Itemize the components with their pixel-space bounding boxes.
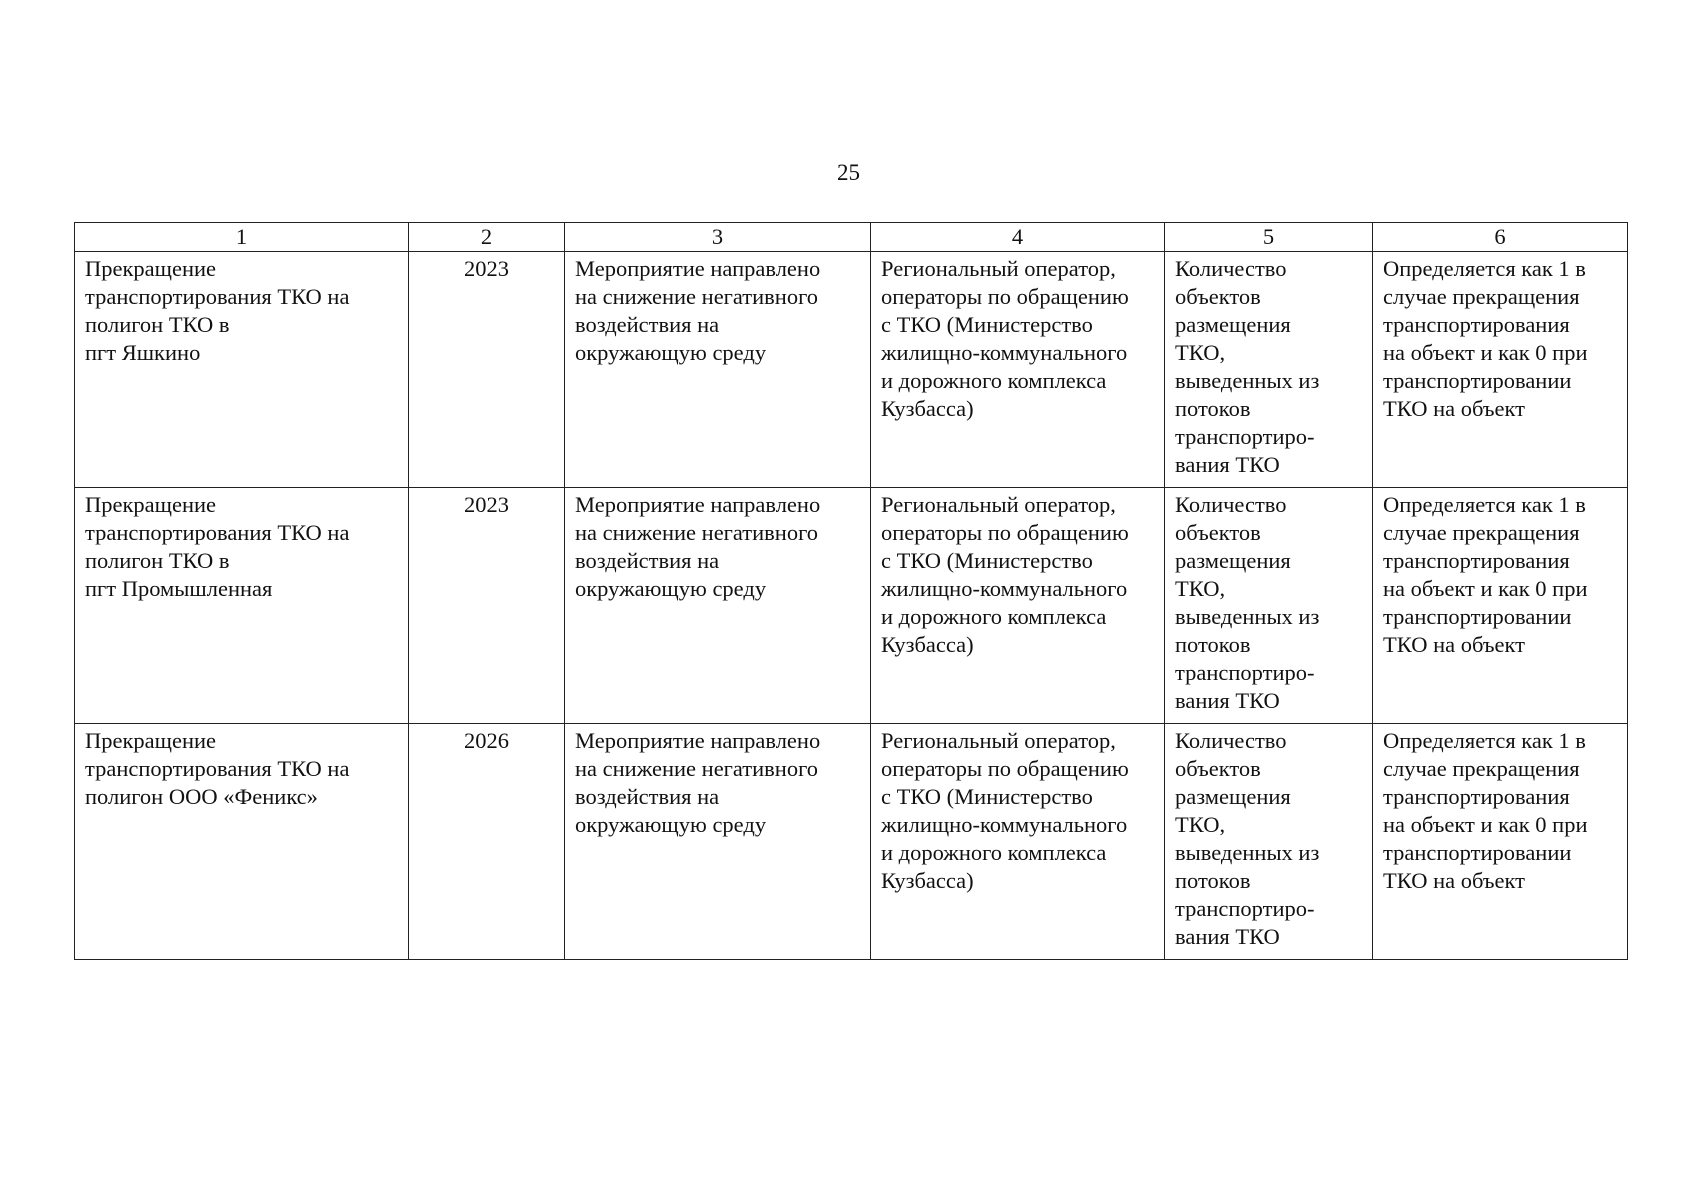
method-text: Определяется как 1 в случае прекращения транспортирования на объект и как 0 при транспортировании ТКО на объект [1383, 492, 1588, 657]
activity-cell [75, 252, 409, 488]
purpose-text: Мероприятие направлено на снижение негативного воздействия на окружающую среду [575, 728, 821, 837]
indicator-text: Количество объектов размещения ТКО, выведенных из потоков транспортиро- вания ТКО [1175, 256, 1320, 477]
column-header: 5 [1165, 223, 1373, 252]
table-row [75, 252, 1628, 488]
method-text: Определяется как 1 в случае прекращения транспортирования на объект и как 0 при транспортировании ТКО на объект [1383, 256, 1588, 421]
responsible-text: Региональный оператор, операторы по обращению с ТКО (Министерство жилищно-коммунального и дорожного комплекса Кузбасса) [881, 728, 1129, 893]
method-cell [1373, 724, 1628, 960]
column-header: 4 [871, 223, 1165, 252]
purpose-text: Мероприятие направлено на снижение негативного воздействия на окружающую среду [575, 492, 821, 601]
activity-text: Прекращение транспортирования ТКО на полигон ООО «Феникс» [85, 728, 350, 809]
year-cell [409, 488, 565, 724]
responsible-text: Региональный оператор, операторы по обращению с ТКО (Министерство жилищно-коммунального и дорожного комплекса Кузбасса) [881, 492, 1129, 657]
column-header: 6 [1373, 223, 1628, 252]
table-header-row [75, 223, 1628, 252]
purpose-cell [565, 724, 871, 960]
method-cell [1373, 488, 1628, 724]
indicator-cell [1165, 724, 1373, 960]
year-text: 2023 [464, 492, 509, 517]
indicator-cell [1165, 252, 1373, 488]
column-header: 2 [409, 223, 565, 252]
activity-text: Прекращение транспортирования ТКО на полигон ТКО в пгт Промышленная [85, 492, 350, 601]
indicator-text: Количество объектов размещения ТКО, выведенных из потоков транспортиро- вания ТКО [1175, 492, 1320, 713]
responsible-cell [871, 724, 1165, 960]
page-number: 25 [837, 160, 860, 185]
purpose-cell [565, 252, 871, 488]
purpose-cell [565, 488, 871, 724]
activity-cell [75, 724, 409, 960]
purpose-text: Мероприятие направлено на снижение негативного воздействия на окружающую среду [575, 256, 821, 365]
year-text: 2023 [464, 256, 509, 281]
measures-table [74, 222, 1628, 960]
column-header: 1 [75, 223, 409, 252]
activity-cell [75, 488, 409, 724]
method-text: Определяется как 1 в случае прекращения транспортирования на объект и как 0 при транспортировании ТКО на объект [1383, 728, 1588, 893]
responsible-cell [871, 252, 1165, 488]
method-cell [1373, 252, 1628, 488]
indicator-text: Количество объектов размещения ТКО, выведенных из потоков транспортиро- вания ТКО [1175, 728, 1320, 949]
indicator-cell [1165, 488, 1373, 724]
year-cell [409, 724, 565, 960]
year-cell [409, 252, 565, 488]
column-header: 3 [565, 223, 871, 252]
responsible-text: Региональный оператор, операторы по обращению с ТКО (Министерство жилищно-коммунального и дорожного комплекса Кузбасса) [881, 256, 1129, 421]
activity-text: Прекращение транспортирования ТКО на полигон ТКО в пгт Яшкино [85, 256, 350, 365]
table-row [75, 488, 1628, 724]
responsible-cell [871, 488, 1165, 724]
table-row [75, 724, 1628, 960]
year-text: 2026 [464, 728, 509, 753]
